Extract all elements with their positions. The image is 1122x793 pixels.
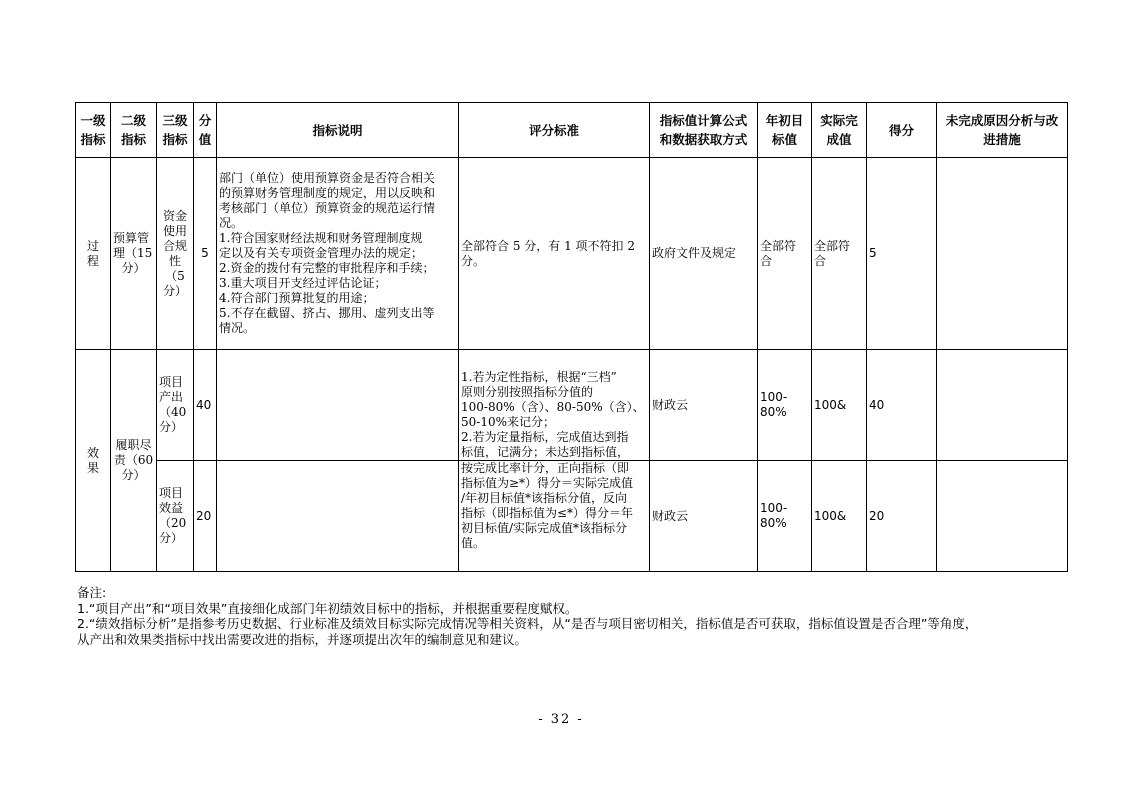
output-target: 100-80% [758,350,812,461]
process-description: 部门（单位）使用预算资金是否符合相关 的预算财务管理制度的规定，用以反映和 考核部门（单位）预算资金的规范运行情 况。 1.符合国家财经法规和财务管理制度规 定以及有关专项资金管理办法的规定； 2.资金的拨付有完整的审批程序和手续； 3.重大项目开支经过评估论证； 4.符合部门预算批复的用途； 5.不存在截留、挤占、挪用、虚列支出等 情况。 [217,158,459,350]
header-level3: 三级 指标 [157,103,194,158]
benefit-criteria: 按完成比率计分，正向指标（即 指标值为≥*）得分＝实际完成值 /年初目标值*该指标分值，反向 指标（即指标值为≤*）得分＝年 初目标值/实际完成值*该指标分 值。 [459,461,650,572]
notes-title: 备注: [77,585,107,600]
benefit-method: 财政云 [650,461,758,572]
notes-line-2: 2.“绩效指标分析”是指参考历史数据、行业标准及绩效目标实际完成情况等相关资料，从“是否与项目密切相关，指标值是否可获取，指标值设置是否合理”等角度， [77,616,978,631]
benefit-description [217,461,459,572]
process-score: 5 [194,158,217,350]
header-level1: 一级 指标 [76,103,111,158]
process-level2: 预算管 理（15 分） [111,158,157,350]
notes [77,585,1067,647]
benefit-target: 100-80% [758,461,812,572]
header-row [76,103,1068,158]
table-row-benefit [76,461,1068,572]
benefit-level3: 项目 效益 （20 分） [157,461,194,572]
page-number: - 32 - [538,712,584,727]
performance-table [75,102,1068,572]
output-score: 40 [194,350,217,461]
benefit-score: 20 [194,461,217,572]
benefit-actual: 100& [812,461,867,572]
output-criteria: 1.若为定性指标，根据“三档” 原则分别按照指标分值的 100-80%（含）、80-50%（含）、 50-10%来记分； 2.若为定量指标，完成值达到指 标值，记满分；未达到指标值， [459,350,650,461]
process-method: 政府文件及规定 [650,158,758,350]
table-row-output [76,350,1068,461]
header-method: 指标值计算公式 和数据获取方式 [650,103,758,158]
process-analysis [937,158,1068,350]
process-criteria: 全部符合 5 分，有 1 项不符扣 2 分。 [459,158,650,350]
output-actual: 100& [812,350,867,461]
process-level1: 过 程 [76,158,111,350]
output-method: 财政云 [650,350,758,461]
notes-line-3: 从产出和效果类指标中找出需要改进的指标，并逐项提出次年的编制意见和建议。 [77,631,528,647]
header-level2: 二级 指标 [111,103,157,158]
header-target: 年初目 标值 [758,103,812,158]
output-level3: 项目 产出 （40 分） [157,350,194,461]
header-criteria: 评分标准 [459,103,650,158]
benefit-got: 20 [867,461,937,572]
notes-line-1: 1.“项目产出”和“项目效果”直接细化成部门年初绩效目标中的指标，并根据重要程度赋权。 [77,600,578,616]
header-analysis: 未完成原因分析与改 进措施 [937,103,1068,158]
table-row-process [76,158,1068,350]
header-score: 分 值 [194,103,217,158]
process-got: 5 [867,158,937,350]
output-description [217,350,459,461]
output-analysis [937,350,1068,461]
benefit-analysis [937,461,1068,572]
header-got: 得分 [867,103,937,158]
header-actual: 实际完 成值 [812,103,867,158]
process-target: 全部符 合 [758,158,812,350]
process-level3: 资金 使用 合规 性 （5 分） [157,158,194,350]
effect-level2: 履职尽 责（60 分） [111,350,157,572]
effect-level1: 效 果 [76,350,111,572]
process-actual: 全部符 合 [812,158,867,350]
header-description: 指标说明 [217,103,459,158]
output-got: 40 [867,350,937,461]
